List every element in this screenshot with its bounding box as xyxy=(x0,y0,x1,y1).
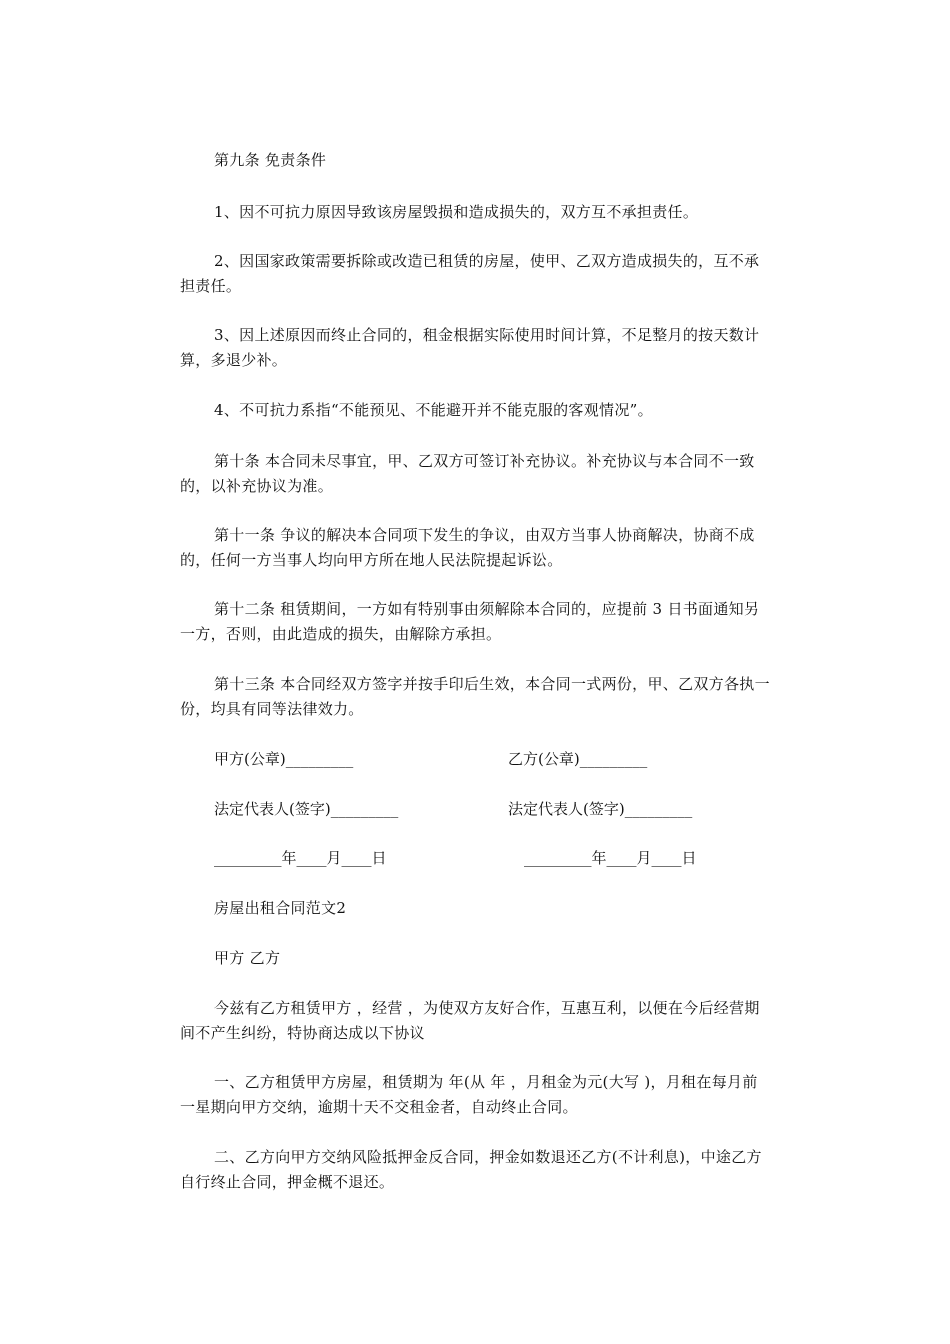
paragraph: 今兹有乙方租赁甲方 ，经营 ，为使双方友好合作，互惠互利，以便在今后经营期间不产生纠纷，特协商达成以下协议 xyxy=(180,999,760,1042)
paragraph: 4、不可抗力系指“不能预见、不能避开并不能克服的客观情况”。 xyxy=(214,401,653,419)
parties-line: 甲方 乙方 xyxy=(214,949,281,967)
article-9-heading: 第九条 免责条件 xyxy=(214,151,327,169)
article-11: 第十一条 争议的解决本合同项下发生的争议，由双方当事人协商解决，协商不成的，任何一方当事人均向甲方所在地人民法院提起诉讼。 xyxy=(180,526,755,569)
party-a-seal: 甲方(公章)_________ xyxy=(214,750,354,768)
paragraph: 3、因上述原因而终止合同的，租金根据实际使用时间计算，不足整月的按天数计算，多退少补。 xyxy=(180,326,760,369)
clause-1: 一、乙方租赁甲方房屋，租赁期为 年(从 年 ，月租金为元(大写 )，月租在每月前一星期向甲方交纳，逾期十天不交租金者，自动终止合同。 xyxy=(180,1073,758,1116)
party-a-date: _________年____月____日 xyxy=(214,849,387,867)
article-10: 第十条 本合同未尽事宜，甲、乙双方可签订补充协议。补充协议与本合同不一致的，以补充协议为准。 xyxy=(180,452,755,495)
clause-2: 二、乙方向甲方交纳风险抵押金反合同，押金如数退还乙方(不计利息)，中途乙方自行终止合同，押金概不退还。 xyxy=(180,1148,762,1191)
party-b-seal: 乙方(公章)_________ xyxy=(508,750,648,768)
party-b-date: _________年____月____日 xyxy=(524,849,697,867)
paragraph: 2、因国家政策需要拆除或改造已租赁的房屋，使甲、乙双方造成损失的，互不承担责任。 xyxy=(180,252,760,295)
section-title: 房屋出租合同范文2 xyxy=(214,899,347,917)
party-b-representative: 法定代表人(签字)_________ xyxy=(508,800,693,818)
article-13: 第十三条 本合同经双方签字并按手印后生效，本合同一式两份，甲、乙双方各执一份，均具有同等法律效力。 xyxy=(180,675,770,718)
article-12: 第十二条 租赁期间，一方如有特别事由须解除本合同的，应提前 3 日书面通知另一方，否则，由此造成的损失，由解除方承担。 xyxy=(180,600,760,643)
paragraph: 1、因不可抗力原因导致该房屋毁损和造成损失的，双方互不承担责任。 xyxy=(214,203,699,221)
party-a-representative: 法定代表人(签字)_________ xyxy=(214,800,399,818)
